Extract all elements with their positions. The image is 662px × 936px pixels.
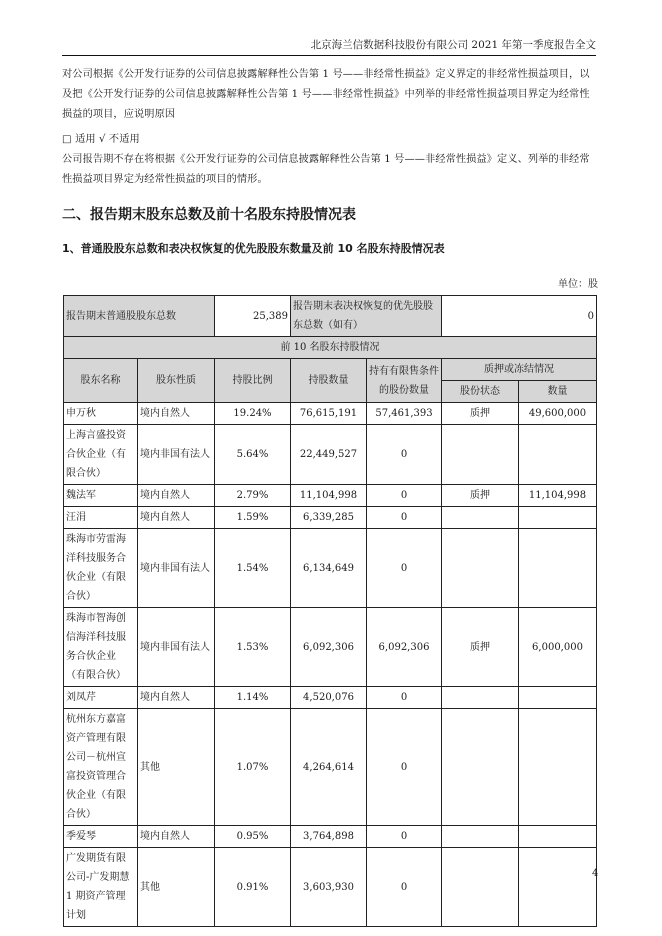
table-row — [64, 709, 597, 826]
cell-pledged — [519, 529, 597, 608]
cell-quantity: 22,449,527 — [291, 425, 367, 485]
applicability-checkbox-line: □ 适用 √ 不适用 — [62, 134, 140, 145]
cell-name: 广发期货有限公司-广发期慧 1 期资产管理计划 — [64, 848, 138, 927]
cell-restricted: 0 — [367, 507, 442, 529]
cell-restricted: 0 — [367, 485, 442, 507]
table-row — [64, 403, 597, 425]
cell-ratio: 0.91% — [215, 848, 291, 927]
cell-nature: 境内自然人 — [138, 826, 215, 848]
cell-pledged — [519, 826, 597, 848]
cell-restricted: 0 — [367, 709, 442, 826]
cell-status — [442, 709, 519, 826]
cell-status: 质押 — [442, 485, 519, 507]
cell-quantity: 6,092,306 — [291, 608, 367, 687]
cell-nature: 境内自然人 — [138, 687, 215, 709]
cell-restricted: 57,461,393 — [367, 403, 442, 425]
cell-nature: 境内非国有法人 — [138, 608, 215, 687]
cell-status — [442, 425, 519, 485]
cell-ratio: 0.95% — [215, 826, 291, 848]
cell-name: 季爱琴 — [64, 826, 138, 848]
cell-ratio: 1.53% — [215, 608, 291, 687]
cell-quantity: 6,339,285 — [291, 507, 367, 529]
header-pledge-group: 质押或冻结情况 — [442, 359, 597, 381]
preferred-holders-value: 0 — [442, 296, 597, 337]
cell-status — [442, 529, 519, 608]
cell-ratio: 2.79% — [215, 485, 291, 507]
cell-restricted: 6,092,306 — [367, 608, 442, 687]
cell-status: 质押 — [442, 608, 519, 687]
cell-ratio: 5.64% — [215, 425, 291, 485]
table-row — [64, 687, 597, 709]
cell-pledged: 6,000,000 — [519, 608, 597, 687]
cell-quantity: 3,603,930 — [291, 848, 367, 927]
cell-quantity: 4,264,614 — [291, 709, 367, 826]
cell-name: 汪涓 — [64, 507, 138, 529]
page-header: 北京海兰信数据科技股份有限公司 2021 年第一季度报告全文 — [62, 38, 596, 56]
summary-row — [64, 296, 597, 337]
cell-ratio: 1.07% — [215, 709, 291, 826]
table-row — [64, 507, 597, 529]
cell-restricted: 0 — [367, 826, 442, 848]
cell-pledged: 11,104,998 — [519, 485, 597, 507]
header-name: 股东名称 — [64, 359, 138, 403]
statement-paragraph: 公司报告期不存在将根据《公开发行证券的公司信息披露解释性公告第 1 号——非经常性损益》定义、列举的非经常性损益项目界定为经常性损益的项目的情形。 — [62, 154, 590, 185]
cell-nature: 境内自然人 — [138, 507, 215, 529]
cell-pledged — [519, 507, 597, 529]
cell-name: 珠海市智海创信海洋科技服务合伙企业（有限合伙） — [64, 608, 138, 687]
cell-pledged: 49,600,000 — [519, 403, 597, 425]
cell-name: 珠海市劳雷海洋科技服务合伙企业（有限合伙） — [64, 529, 138, 608]
preferred-holders-label: 报告期末表决权恢复的优先股股东总数（如有） — [291, 296, 442, 337]
cell-quantity: 76,615,191 — [291, 403, 367, 425]
cell-status — [442, 826, 519, 848]
table-row — [64, 826, 597, 848]
table-row — [64, 848, 597, 927]
cell-nature: 其他 — [138, 709, 215, 826]
header-quantity: 持股数量 — [291, 359, 367, 403]
cell-status — [442, 507, 519, 529]
cell-name: 杭州东方嘉富资产管理有限公司－杭州宣富投资管理合伙企业（有限合伙） — [64, 709, 138, 826]
cell-quantity: 11,104,998 — [291, 485, 367, 507]
cell-nature: 境内自然人 — [138, 485, 215, 507]
section-heading: 二、报告期末股东总数及前十名股东持股情况表 — [62, 207, 356, 223]
table-row — [64, 608, 597, 687]
cell-name: 申万秋 — [64, 403, 138, 425]
cell-pledged — [519, 709, 597, 826]
cell-quantity: 4,520,076 — [291, 687, 367, 709]
table-title: 前 10 名股东持股情况 — [64, 337, 597, 359]
shareholders-table — [63, 295, 597, 927]
cell-status: 质押 — [442, 403, 519, 425]
header-ratio: 持股比例 — [215, 359, 291, 403]
header-pledge-quantity: 数量 — [519, 381, 597, 403]
table-row — [64, 529, 597, 608]
cell-name: 魏法军 — [64, 485, 138, 507]
common-holders-value: 25,389 — [215, 296, 291, 337]
unit-label: 单位：股 — [558, 279, 598, 290]
header-row-1 — [64, 359, 597, 381]
cell-restricted: 0 — [367, 848, 442, 927]
header-pledge-status: 股份状态 — [442, 381, 519, 403]
cell-nature: 境内非国有法人 — [138, 425, 215, 485]
cell-nature: 其他 — [138, 848, 215, 927]
cell-pledged — [519, 848, 597, 927]
cell-status — [442, 687, 519, 709]
header-nature: 股东性质 — [138, 359, 215, 403]
intro-paragraph: 对公司根据《公开发行证券的公司信息披露解释性公告第 1 号——非经常性损益》定义界定的非经常性损益项目，以及把《公开发行证券的公司信息披露解释性公告第 1 号——非经常性损益》中列举的非经常性损益项目界定为经常性损益的项目，应说明原因 — [62, 69, 590, 120]
cell-ratio: 1.54% — [215, 529, 291, 608]
cell-ratio: 1.59% — [215, 507, 291, 529]
common-holders-label: 报告期末普通股股东总数 — [64, 296, 215, 337]
cell-name: 上海言盛投资合伙企业（有限合伙） — [64, 425, 138, 485]
table-row — [64, 485, 597, 507]
cell-nature: 境内自然人 — [138, 403, 215, 425]
cell-ratio: 1.14% — [215, 687, 291, 709]
table-title-row — [64, 337, 597, 359]
cell-status — [442, 848, 519, 927]
cell-ratio: 19.24% — [215, 403, 291, 425]
cell-restricted: 0 — [367, 529, 442, 608]
table-row — [64, 425, 597, 485]
cell-quantity: 3,764,898 — [291, 826, 367, 848]
section-subheading: 1、普通股股东总数和表决权恢复的优先股股东数量及前 10 名股东持股情况表 — [62, 242, 445, 255]
cell-restricted: 0 — [367, 425, 442, 485]
page-number: 4 — [592, 868, 599, 879]
cell-quantity: 6,134,649 — [291, 529, 367, 608]
cell-name: 刘凤芹 — [64, 687, 138, 709]
cell-pledged — [519, 687, 597, 709]
header-restricted: 持有有限售条件的股份数量 — [367, 359, 442, 403]
cell-restricted: 0 — [367, 687, 442, 709]
cell-pledged — [519, 425, 597, 485]
cell-nature: 境内非国有法人 — [138, 529, 215, 608]
